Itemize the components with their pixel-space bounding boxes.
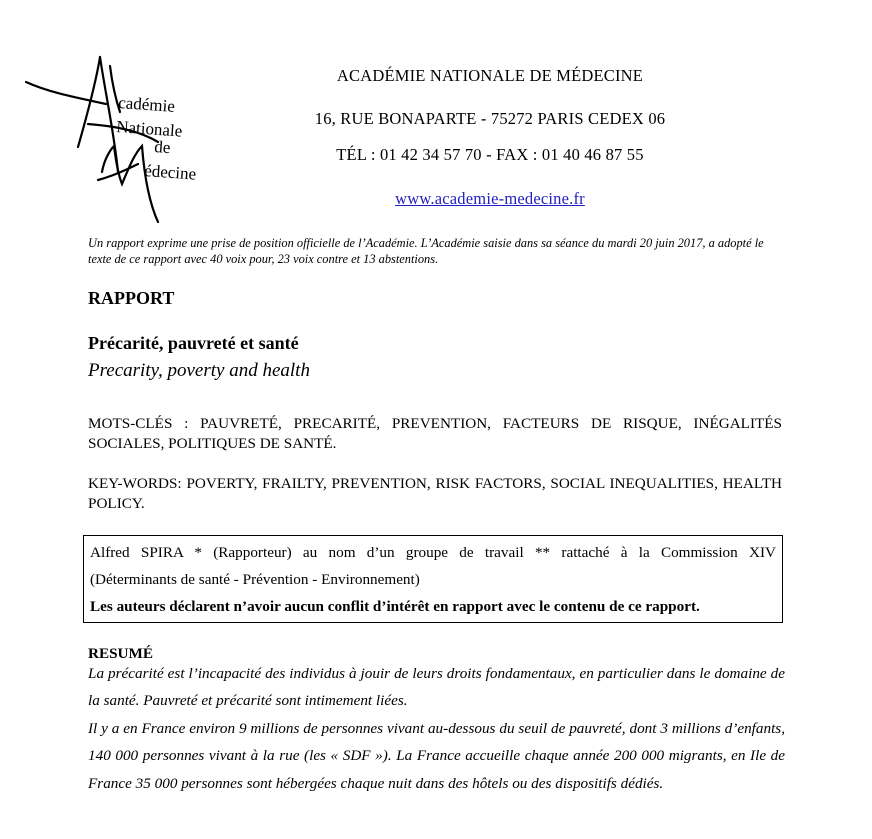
title-french: Précarité, pauvreté et santé — [88, 333, 299, 353]
adoption-note-b: L’Académie saisie dans sa séance du mardi 20 juin 2017, a adopté le texte de ce rapport avec 40 voix pour, 23 voix contre et 13 abstentions. — [88, 236, 764, 266]
document-type: RAPPORT — [88, 288, 175, 308]
svg-text:cadémie: cadémie — [117, 93, 176, 116]
org-contact: TÉL : 01 42 34 57 70 - FAX : 01 40 46 87 55 — [336, 145, 644, 164]
key-words: KEY-WORDS: POVERTY, FRAILTY, PREVENTION, RISK FACTORS, SOCIAL INEQUALITIES, HEALTH POLICY. — [88, 475, 782, 512]
svg-text:édecine: édecine — [143, 161, 197, 184]
adoption-note-a: Un rapport exprime une prise de position officielle de l’Académie. — [88, 236, 421, 250]
website-link[interactable]: www.academie-medecine.fr — [395, 189, 585, 208]
resume-paragraph: La précarité est l’incapacité des individus à jouir de leurs droits fondamentaux, en particulier dans le domaine de la santé. Pauvreté et précarité sont intimement liées. — [88, 665, 785, 710]
conflict-declaration: Les auteurs déclarent n’avoir aucun conflit d’intérêt en rapport avec le contenu de ce rapport. — [90, 598, 700, 615]
resume-body — [88, 660, 785, 797]
org-name: ACADÉMIE NATIONALE DE MÉDECINE — [336, 66, 644, 85]
author-box — [83, 535, 783, 623]
adoption-note — [88, 235, 786, 267]
commission-line: (Déterminants de santé - Prévention - Environnement) — [90, 571, 420, 588]
mots-cles: MOTS-CLÉS : PAUVRETÉ, PRECARITÉ, PREVENTION, FACTEURS DE RISQUE, INÉGALITÉS SOCIALES, POLITIQUES DE SANTÉ. — [88, 415, 782, 452]
svg-text:de: de — [153, 137, 172, 158]
org-address: 16, RUE BONAPARTE - 75272 PARIS CEDEX 06 — [314, 109, 666, 128]
resume-heading: RESUMÉ — [88, 645, 153, 662]
svg-text:Nationale: Nationale — [115, 117, 183, 141]
author-line: Alfred SPIRA * (Rapporteur) au nom d’un groupe de travail ** rattaché à la Commission XIV — [90, 544, 776, 561]
resume-paragraph: Il y a en France environ 9 millions de personnes vivant au-dessous du seuil de pauvreté, dont 3 millions d’enfants, 140 000 personnes vivant à la rue (les « SDF »). La France accueille chaque année 200 000 migrants, en Ile de France 35 000 personnes sont hébergées chaque nuit dans des hôtels ou des dispositifs dédiés. — [88, 719, 785, 792]
academie-logo — [18, 52, 228, 227]
title-english: Precarity, poverty and health — [88, 360, 310, 381]
